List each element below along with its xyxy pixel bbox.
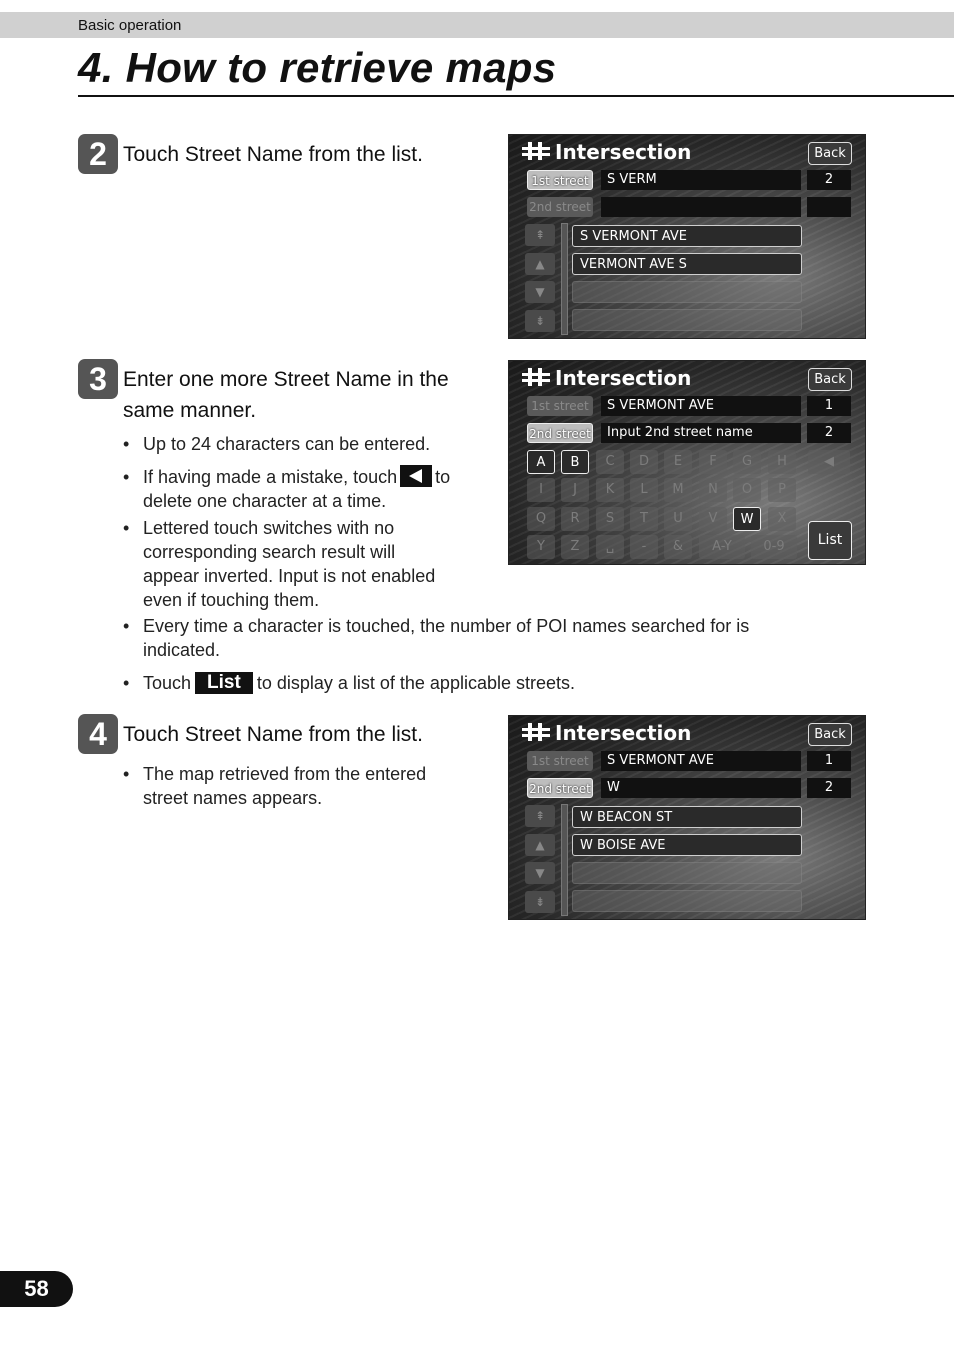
street-list-item[interactable]: VERMONT AVE S bbox=[572, 253, 802, 275]
key-b[interactable]: B bbox=[561, 450, 589, 474]
key-h[interactable]: H bbox=[768, 450, 796, 474]
scroll-down-icon[interactable]: ▼ bbox=[525, 281, 555, 303]
back-button[interactable]: Back bbox=[808, 142, 852, 165]
bullet-4-line: • Every time a character is touched, the number of POI names searched for is bbox=[143, 616, 750, 636]
delete-key-icon bbox=[400, 465, 432, 487]
bullet-3-line: corresponding search result will bbox=[143, 542, 396, 562]
first-street-button: 1st street bbox=[527, 396, 593, 416]
first-street-button[interactable]: 1st street bbox=[527, 170, 593, 190]
step-4-badge: 4 bbox=[78, 714, 118, 754]
key-y[interactable]: Y bbox=[527, 535, 555, 559]
step-3-heading bbox=[123, 364, 449, 426]
step-4-bullet-line: street names appears. bbox=[143, 788, 323, 808]
screen-title-text: Intersection bbox=[555, 140, 692, 164]
key-s[interactable]: S bbox=[596, 507, 624, 531]
empty-list-item bbox=[572, 309, 802, 331]
page-number: 58 bbox=[0, 1271, 73, 1307]
page-down-icon[interactable]: ⇟ bbox=[525, 891, 555, 913]
key-hyphen[interactable]: - bbox=[630, 535, 658, 559]
first-street-field: S VERMONT AVE bbox=[601, 751, 801, 771]
first-street-count: 2 bbox=[807, 170, 851, 190]
key-space[interactable]: ␣ bbox=[596, 535, 624, 559]
screen-title bbox=[521, 366, 691, 390]
section-label: Basic operation bbox=[78, 17, 182, 34]
page-up-icon[interactable]: ⇞ bbox=[525, 224, 555, 246]
key-t[interactable]: T bbox=[630, 507, 658, 531]
first-street-field: S VERM bbox=[601, 170, 801, 190]
key-e[interactable]: E bbox=[664, 450, 692, 474]
key-alpha-mode[interactable]: A-Y bbox=[699, 535, 745, 559]
second-street-count: 2 bbox=[807, 778, 851, 798]
bullet-3-line: appear inverted. Input is not enabled bbox=[143, 566, 436, 586]
key-f[interactable]: F bbox=[699, 450, 727, 474]
screen-keyboard bbox=[508, 360, 866, 565]
step-4-heading: Touch Street Name from the list. bbox=[123, 723, 423, 746]
second-street-count bbox=[807, 197, 851, 217]
first-street-field: S VERMONT AVE bbox=[601, 396, 801, 416]
second-street-field: W bbox=[601, 778, 801, 798]
key-c[interactable]: C bbox=[596, 450, 624, 474]
key-x[interactable]: X bbox=[768, 507, 796, 531]
screen-title-text: Intersection bbox=[555, 721, 692, 745]
step-3-heading-line2: same manner. bbox=[123, 399, 257, 422]
step-3-bullet-5 bbox=[123, 671, 863, 695]
bullet-5-text-b: to display a list of the applicable streets. bbox=[256, 673, 576, 693]
list-key-chip: List bbox=[195, 672, 253, 694]
key-k[interactable]: K bbox=[596, 478, 624, 502]
step-4-bullet-1 bbox=[123, 762, 513, 810]
second-street-button: 2nd street bbox=[527, 197, 593, 217]
bullet-3-line: even if touching them. bbox=[143, 590, 320, 610]
key-z[interactable]: Z bbox=[561, 535, 589, 559]
list-button[interactable]: List bbox=[808, 521, 852, 560]
step-3-bullet-1: • Up to 24 characters can be entered. bbox=[123, 432, 513, 456]
step-3-heading-line1: Enter one more Street Name in the bbox=[123, 368, 449, 391]
key-i[interactable]: I bbox=[527, 478, 555, 502]
screen-street-list-1 bbox=[508, 134, 866, 339]
scroll-up-icon[interactable]: ▲ bbox=[525, 253, 555, 275]
key-n[interactable]: N bbox=[699, 478, 727, 502]
step-2-badge: 2 bbox=[78, 134, 118, 174]
bullet-2-text-a: If having made a mistake, touch bbox=[143, 467, 398, 487]
back-button[interactable]: Back bbox=[808, 368, 852, 391]
second-street-button[interactable]: 2nd street bbox=[527, 423, 593, 443]
key-a[interactable]: A bbox=[527, 450, 555, 474]
key-p[interactable]: P bbox=[768, 478, 796, 502]
key-l[interactable]: L bbox=[630, 478, 658, 502]
page-down-icon[interactable]: ⇟ bbox=[525, 310, 555, 332]
key-q[interactable]: Q bbox=[527, 507, 555, 531]
intersection-icon bbox=[521, 141, 551, 161]
back-button[interactable]: Back bbox=[808, 723, 852, 746]
scroll-up-icon[interactable]: ▲ bbox=[525, 834, 555, 856]
bullet-2-text-c: delete one character at a time. bbox=[143, 491, 387, 511]
step-3-badge: 3 bbox=[78, 359, 118, 399]
street-list-item[interactable]: W BOISE AVE bbox=[572, 834, 802, 856]
street-list-item[interactable]: S VERMONT AVE bbox=[572, 225, 802, 247]
second-street-field: Input 2nd street name bbox=[601, 423, 801, 443]
empty-list-item bbox=[572, 862, 802, 884]
screen-title bbox=[521, 140, 691, 164]
first-street-count: 1 bbox=[807, 396, 851, 416]
intersection-icon bbox=[521, 722, 551, 742]
screen-street-list-2 bbox=[508, 715, 866, 920]
screen-title-text: Intersection bbox=[555, 366, 692, 390]
title-divider bbox=[78, 95, 954, 97]
key-g[interactable]: G bbox=[733, 450, 761, 474]
key-d[interactable]: D bbox=[630, 450, 658, 474]
step-4-bullet-line: • The map retrieved from the entered bbox=[143, 764, 427, 784]
intersection-icon bbox=[521, 367, 551, 387]
empty-list-item bbox=[572, 890, 802, 912]
bullet-2-text-b: to bbox=[435, 467, 451, 487]
section-header-bar bbox=[0, 12, 954, 38]
key-w[interactable]: W bbox=[733, 507, 761, 531]
street-list-item[interactable]: W BEACON ST bbox=[572, 806, 802, 828]
step-3-bullet-3 bbox=[123, 516, 513, 612]
step-3-bullet-4 bbox=[123, 614, 863, 662]
bullet-5-text-a: Touch bbox=[143, 673, 192, 693]
key-o[interactable]: O bbox=[733, 478, 761, 502]
scrollbar[interactable] bbox=[561, 804, 568, 916]
key-numeric-mode[interactable]: 0-9 bbox=[751, 535, 797, 559]
step-2-heading: Touch Street Name from the list. bbox=[123, 143, 423, 166]
bullet-4-line: indicated. bbox=[143, 640, 221, 660]
empty-list-item bbox=[572, 281, 802, 303]
scrollbar[interactable] bbox=[561, 223, 568, 335]
first-street-count: 1 bbox=[807, 751, 851, 771]
backspace-icon[interactable]: ◀ bbox=[808, 450, 850, 474]
screen-title bbox=[521, 721, 691, 745]
first-street-button: 1st street bbox=[527, 751, 593, 771]
key-r[interactable]: R bbox=[561, 507, 589, 531]
key-u[interactable]: U bbox=[664, 507, 692, 531]
key-j[interactable]: J bbox=[561, 478, 589, 502]
scroll-down-icon[interactable]: ▼ bbox=[525, 862, 555, 884]
step-3-bullet-2 bbox=[123, 465, 513, 513]
second-street-button[interactable]: 2nd street bbox=[527, 778, 593, 798]
page-up-icon[interactable]: ⇞ bbox=[525, 805, 555, 827]
key-v[interactable]: V bbox=[699, 507, 727, 531]
key-ampersand[interactable]: & bbox=[664, 535, 692, 559]
page-title: 4. How to retrieve maps bbox=[78, 44, 557, 91]
second-street-count: 2 bbox=[807, 423, 851, 443]
second-street-field bbox=[601, 197, 801, 217]
key-m[interactable]: M bbox=[664, 478, 692, 502]
bullet-3-line: • Lettered touch switches with no bbox=[143, 518, 395, 538]
